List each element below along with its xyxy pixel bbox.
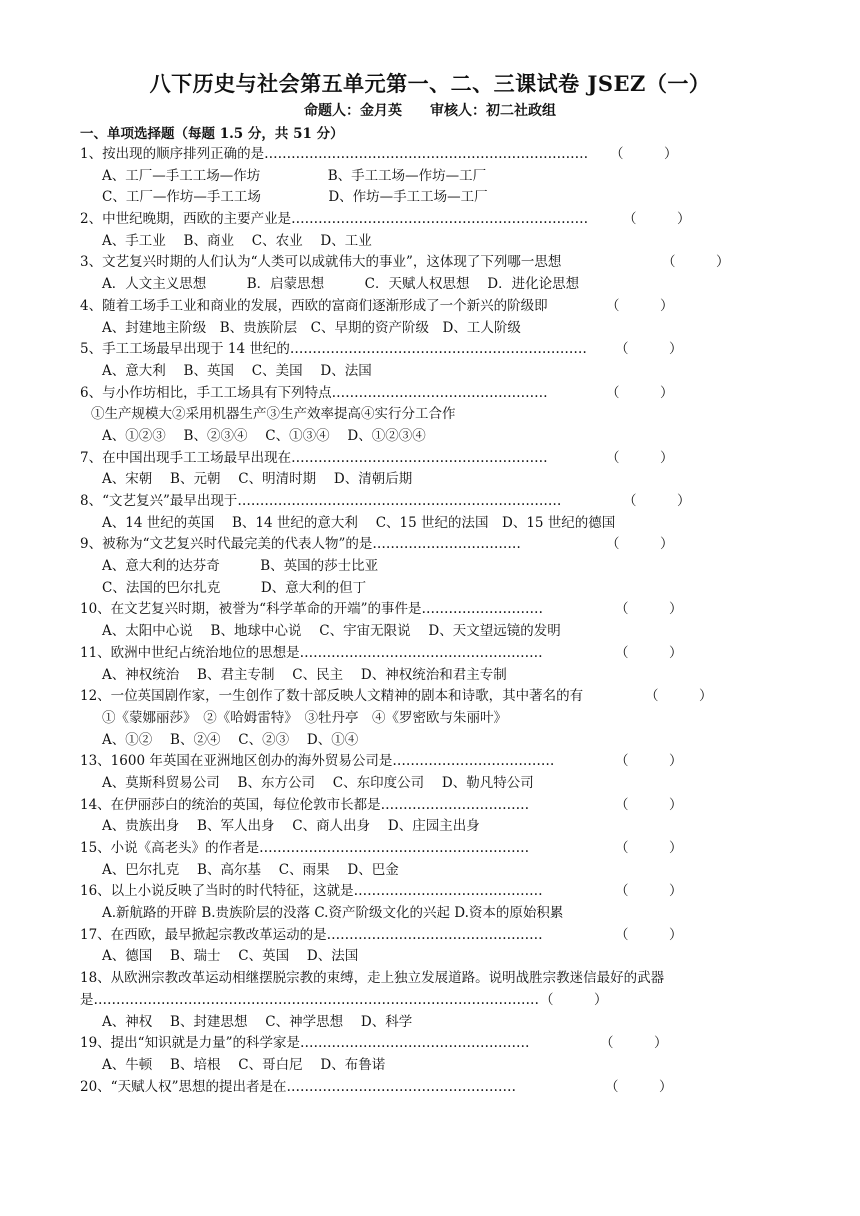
question-stem: 2、中世纪晚期，西欧的主要产业是…………………………………………………………: [80, 211, 589, 228]
question-stem: 17、在西欧，最早掀起宗教改革运动的是…………………………………………: [80, 926, 543, 943]
answer-options: C、工厂—作坊—手工工场 D、作坊—手工工场—工厂: [102, 189, 488, 206]
answer-options: A、手工业 B、商业 C、农业 D、工业: [102, 232, 372, 249]
answer-options: A、贵族出身 B、军人出身 C、商人出身 D、庄园主出身: [102, 818, 480, 835]
question-20: [80, 1077, 790, 1099]
answer-options: A．人文主义思想 B．启蒙思想 C．天赋人权思想 D．进化论思想: [102, 276, 580, 293]
question-2: [80, 209, 790, 231]
answer-options: ①《蒙娜丽莎》 ②《哈姆雷特》 ③牡丹亭 ④《罗密欧与朱丽叶》: [102, 709, 507, 726]
answer-blank[interactable]: （ ）: [606, 536, 674, 553]
answer-blank[interactable]: （ ）: [645, 688, 713, 705]
answer-options: A、①② B、②④ C、②③ D、①④: [102, 731, 359, 748]
question-16: [80, 881, 790, 903]
answer-options: A、封建地主阶级 B、贵族阶层 C、早期的资产阶级 D、工人阶级: [102, 319, 521, 336]
question-19: [80, 1033, 790, 1055]
answer-blank[interactable]: （ ）: [606, 297, 674, 314]
answer-blank[interactable]: （ ）: [662, 254, 730, 271]
question-stem: 8、“文艺复兴”最早出现于………………………………………………………………: [80, 493, 562, 509]
question-9: [80, 534, 790, 556]
question-stem: 10、在文艺复兴时期，被誉为“科学革命的开端”的事件是………………………: [80, 601, 543, 618]
answer-blank[interactable]: （ ）: [600, 1035, 668, 1052]
question-continuation: [80, 990, 790, 1012]
question-stem: 15、小说《高老头》的作者是……………………………………………………: [80, 840, 530, 856]
answer-options: A、14 世纪的英国 B、14 世纪的意大利 C、15 世纪的法国 D、15 世纪的德国: [102, 514, 616, 531]
answer-options: A、意大利的达芬奇 B、英国的莎士比亚: [102, 558, 379, 575]
question-stem: 4、随着工场手工业和商业的发展，西欧的富商们逐渐形成了一个新兴的阶级即: [80, 297, 548, 314]
answer-blank[interactable]: （ ）: [615, 796, 683, 813]
section-header: 一、单项选择题（每题 1.5 分，共 51 分）: [80, 126, 344, 142]
question-stem: 14、在伊丽莎白的统治的英国，每位伦敦市长都是……………………………: [80, 796, 530, 813]
answer-options: A.新航路的开辟 B.贵族阶层的没落 C.资产阶级文化的兴起 D.资本的原始积累: [102, 905, 564, 922]
answer-blank[interactable]: （ ）: [615, 883, 683, 900]
byline: [0, 100, 860, 120]
answer-options: A、太阳中心说 B、地球中心说 C、宇宙无限说 D、天文望远镜的发明: [102, 623, 561, 640]
answer-options: A、工厂—手工工场—作坊 B、手工工场—作坊—工厂: [102, 167, 487, 184]
question-1: [80, 144, 790, 166]
question-statements: ①生产规模大②采用机器生产③生产效率提高④实行分工合作: [91, 406, 456, 423]
answer-blank[interactable]: （ ）: [615, 753, 683, 770]
question-8: [80, 491, 790, 513]
answer-options: A、神权统治 B、君主专制 C、民主 D、神权统治和君主专制: [102, 666, 507, 683]
author-label: 命题人：金月英: [304, 103, 402, 119]
answer-options: A、宋朝 B、元朝 C、明清时期 D、清朝后期: [102, 471, 413, 488]
question-stem: 11、欧洲中世纪占统治地位的思想是………………………………………………: [80, 644, 543, 661]
question-stem: 13、1600 年英国在亚洲地区创办的海外贸易公司是………………………………: [80, 753, 555, 770]
question-12: [80, 686, 790, 708]
question-5: [80, 339, 790, 361]
question-7: [80, 448, 790, 470]
answer-options: A、莫斯科贸易公司 B、东方公司 C、东印度公司 D、勒凡特公司: [102, 774, 534, 791]
question-list: [80, 144, 790, 1098]
answer-blank[interactable]: （ ）: [623, 211, 691, 228]
question-stem: 7、在中国出现手工工场最早出现在…………………………………………………: [80, 449, 548, 466]
answer-options: C、法国的巴尔扎克 D、意大利的但丁: [102, 579, 367, 596]
question-stem-continuation: 是………………………………………………………………………………………: [80, 991, 539, 1008]
question-stem: 9、被称为“文艺复兴时代最完美的代表人物”的是……………………………: [80, 536, 521, 553]
question-4: [80, 296, 790, 318]
question-stem: 12、一位英国剧作家，一生创作了数十部反映人文精神的剧本和诗歌，其中著名的有: [80, 688, 584, 705]
answer-blank[interactable]: （ ）: [606, 384, 674, 401]
question-15: [80, 838, 790, 860]
answer-blank[interactable]: （ ）: [615, 644, 683, 661]
question-stem: 5、手工工场最早出现于 14 世纪的…………………………………………………………: [80, 341, 587, 358]
answer-blank[interactable]: （ ）: [606, 449, 674, 466]
question-14: [80, 795, 790, 817]
answer-blank[interactable]: （ ）: [610, 146, 678, 162]
answer-blank[interactable]: （ ）: [615, 926, 683, 943]
question-6: [80, 383, 790, 405]
answer-options: A、意大利 B、英国 C、美国 D、法国: [102, 362, 372, 379]
question-stem: 3、文艺复兴时期的人们认为“人类可以成就伟大的事业”，这体现了下列哪一思想: [80, 254, 562, 271]
answer-blank[interactable]: （ ）: [605, 1078, 673, 1095]
question-stem: 19、提出“知识就是力量”的科学家是……………………………………………: [80, 1035, 530, 1052]
question-11: [80, 643, 790, 665]
answer-blank[interactable]: （ ）: [615, 601, 683, 618]
question-stem: 16、以上小说反映了当时的时代特征，这就是……………………………………: [80, 883, 543, 900]
question-13: [80, 751, 790, 773]
question-stem: 20、“天赋人权”思想的提出者是在……………………………………………: [80, 1078, 516, 1095]
answer-options: A、德国 B、瑞士 C、英国 D、法国: [102, 948, 359, 965]
page-title: 八下历史与社会第五单元第一、二、三课试卷 JSEZ（一）: [149, 71, 711, 96]
question-stem: 18、从欧洲宗教改革运动相继摆脱宗教的束缚，走上独立发展道路。说明战胜宗教迷信最好的武器: [80, 970, 665, 987]
answer-options: A、①②③ B、②③④ C、①③④ D、①②③④: [102, 427, 426, 444]
question-17: [80, 925, 790, 947]
question-3: [80, 252, 790, 274]
question-stem: 6、与小作坊相比，手工工场具有下列特点…………………………………………: [80, 384, 548, 401]
question-10: [80, 599, 790, 621]
question-18: [80, 968, 790, 990]
answer-blank[interactable]: （ ）: [615, 840, 683, 856]
question-stem: 1、按出现的顺序排列正确的是………………………………………………………………: [80, 146, 589, 162]
answer-options: A、巴尔扎克 B、高尔基 C、雨果 D、巴金: [102, 861, 399, 878]
answer-options: A、神权 B、封建思想 C、神学思想 D、科学: [102, 1013, 413, 1030]
answer-blank[interactable]: （ ）: [623, 493, 691, 509]
answer-blank[interactable]: （ ）: [540, 991, 608, 1008]
reviewer-label: 审核人：初二社政组: [430, 103, 556, 119]
answer-options: A、牛顿 B、培根 C、哥白尼 D、布鲁诺: [102, 1056, 386, 1073]
answer-blank[interactable]: （ ）: [615, 341, 683, 358]
